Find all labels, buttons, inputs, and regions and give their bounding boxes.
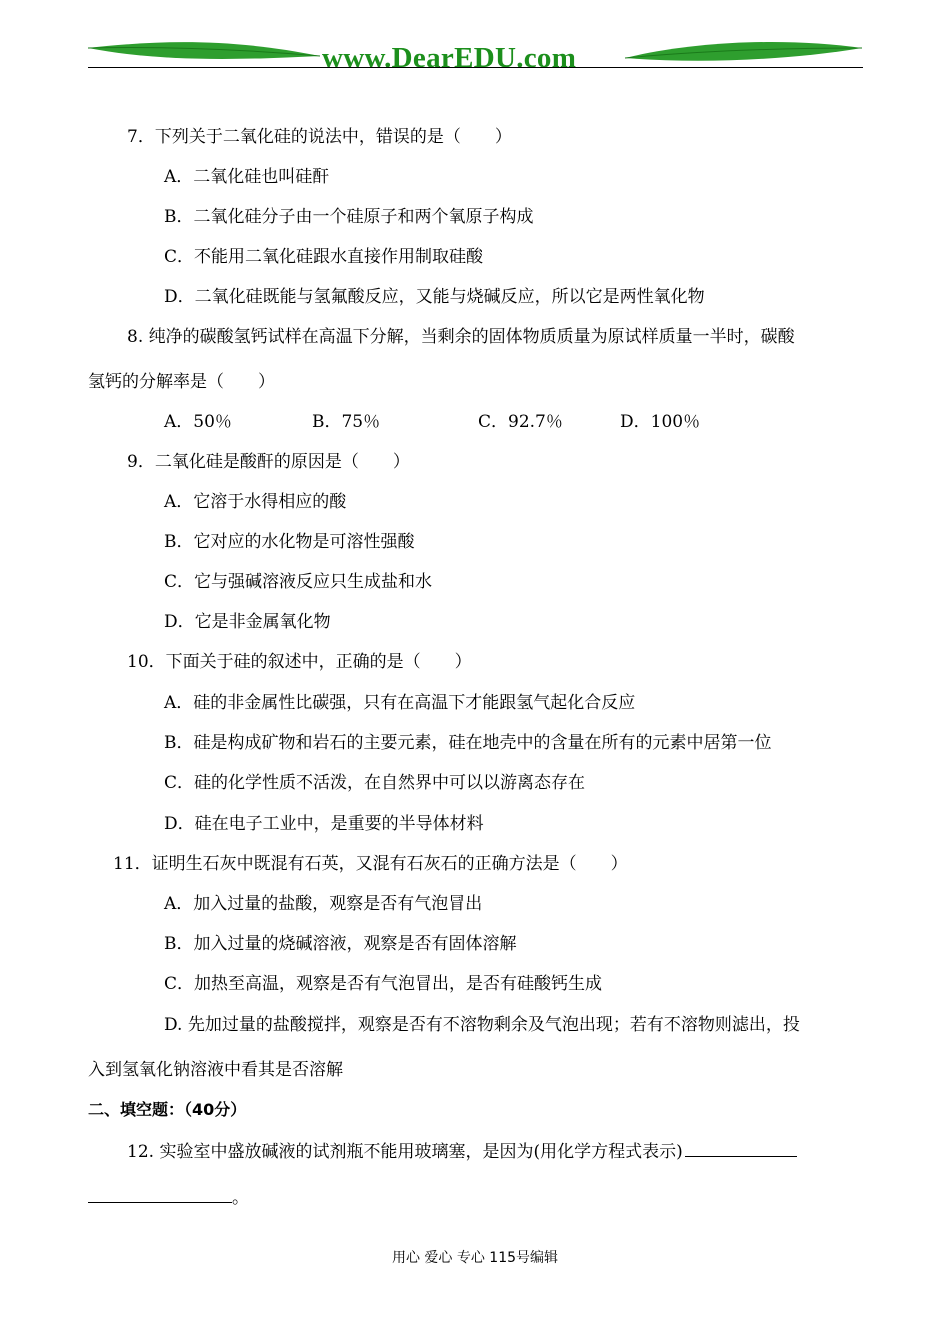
question-8-option-d: D．100％ bbox=[620, 412, 701, 432]
answer-blank-2[interactable] bbox=[88, 1186, 232, 1203]
question-8-option-b: B．75％ bbox=[312, 412, 381, 432]
question-10-stem: 10．下面关于硅的叙述中，正确的是（ ） bbox=[127, 652, 472, 672]
question-9-stem: 9．二氧化硅是酸酐的原因是（ ） bbox=[127, 452, 410, 472]
page-header bbox=[0, 0, 950, 80]
question-8-option-c: C．92.7％ bbox=[478, 412, 563, 432]
question-10-option-b: B．硅是构成矿物和岩石的主要元素，硅在地壳中的含量在所有的元素中居第一位 bbox=[164, 733, 772, 753]
question-12-line1 bbox=[127, 1140, 797, 1162]
question-10-option-c: C．硅的化学性质不活泼，在自然界中可以以游离态存在 bbox=[164, 773, 586, 793]
section-heading-fill-in: 二、填空题：（40分） bbox=[88, 1100, 247, 1119]
question-11-stem: 11．证明生石灰中既混有石英，又混有石灰石的正确方法是（ ） bbox=[113, 854, 628, 874]
question-11-option-d-line2: 入到氢氧化钠溶液中看其是否溶解 bbox=[88, 1060, 343, 1080]
question-12-text: 12. 实验室中盛放碱液的试剂瓶不能用玻璃塞，是因为(用化学方程式表示) bbox=[127, 1142, 683, 1162]
site-logo[interactable]: www.DearEDU.com bbox=[322, 42, 577, 74]
question-11-option-d-line1: D. 先加过量的盐酸搅拌，观察是否有不溶物剩余及气泡出现；若有不溶物则滤出，投 bbox=[164, 1015, 800, 1035]
question-11-option-b: B．加入过量的烧碱溶液，观察是否有固体溶解 bbox=[164, 934, 517, 954]
question-7-option-a: A．二氧化硅也叫硅酐 bbox=[164, 167, 330, 187]
question-12-line2 bbox=[88, 1186, 249, 1208]
question-9-option-c: C．它与强碱溶液反应只生成盐和水 bbox=[164, 572, 433, 592]
page-footer: 用心 爱心 专心 115号编辑 bbox=[391, 1250, 559, 1266]
question-9-option-d: D．它是非金属氧化物 bbox=[164, 612, 331, 632]
question-7-option-c: C．不能用二氧化硅跟水直接作用制取硅酸 bbox=[164, 247, 484, 267]
question-11-option-a: A．加入过量的盐酸，观察是否有气泡冒出 bbox=[164, 894, 483, 914]
question-7-stem: 7．下列关于二氧化硅的说法中，错误的是（ ） bbox=[127, 127, 512, 147]
answer-blank-1[interactable] bbox=[685, 1140, 797, 1157]
question-8-stem-line2: 氢钙的分解率是（ ） bbox=[88, 372, 275, 392]
question-7-option-d: D．二氧化硅既能与氢氟酸反应，又能与烧碱反应，所以它是两性氧化物 bbox=[164, 287, 705, 307]
question-10-option-a: A．硅的非金属性比碳强，只有在高温下才能跟氢气起化合反应 bbox=[164, 693, 636, 713]
question-10-option-d: D．硅在电子工业中，是重要的半导体材料 bbox=[164, 814, 484, 834]
header-rule bbox=[88, 67, 863, 68]
question-11-option-c: C．加热至高温，观察是否有气泡冒出，是否有硅酸钙生成 bbox=[164, 974, 603, 994]
question-8-stem-line1: 8. 纯净的碳酸氢钙试样在高温下分解，当剩余的固体物质质量为原试样质量一半时，碳酸 bbox=[127, 327, 795, 347]
question-12-end: 。 bbox=[232, 1188, 249, 1208]
question-8-option-a: A．50％ bbox=[164, 412, 232, 432]
question-9-option-b: B．它对应的水化物是可溶性强酸 bbox=[164, 532, 415, 552]
question-7-option-b: B．二氧化硅分子由一个硅原子和两个氧原子构成 bbox=[164, 207, 534, 227]
question-9-option-a: A．它溶于水得相应的酸 bbox=[164, 492, 347, 512]
